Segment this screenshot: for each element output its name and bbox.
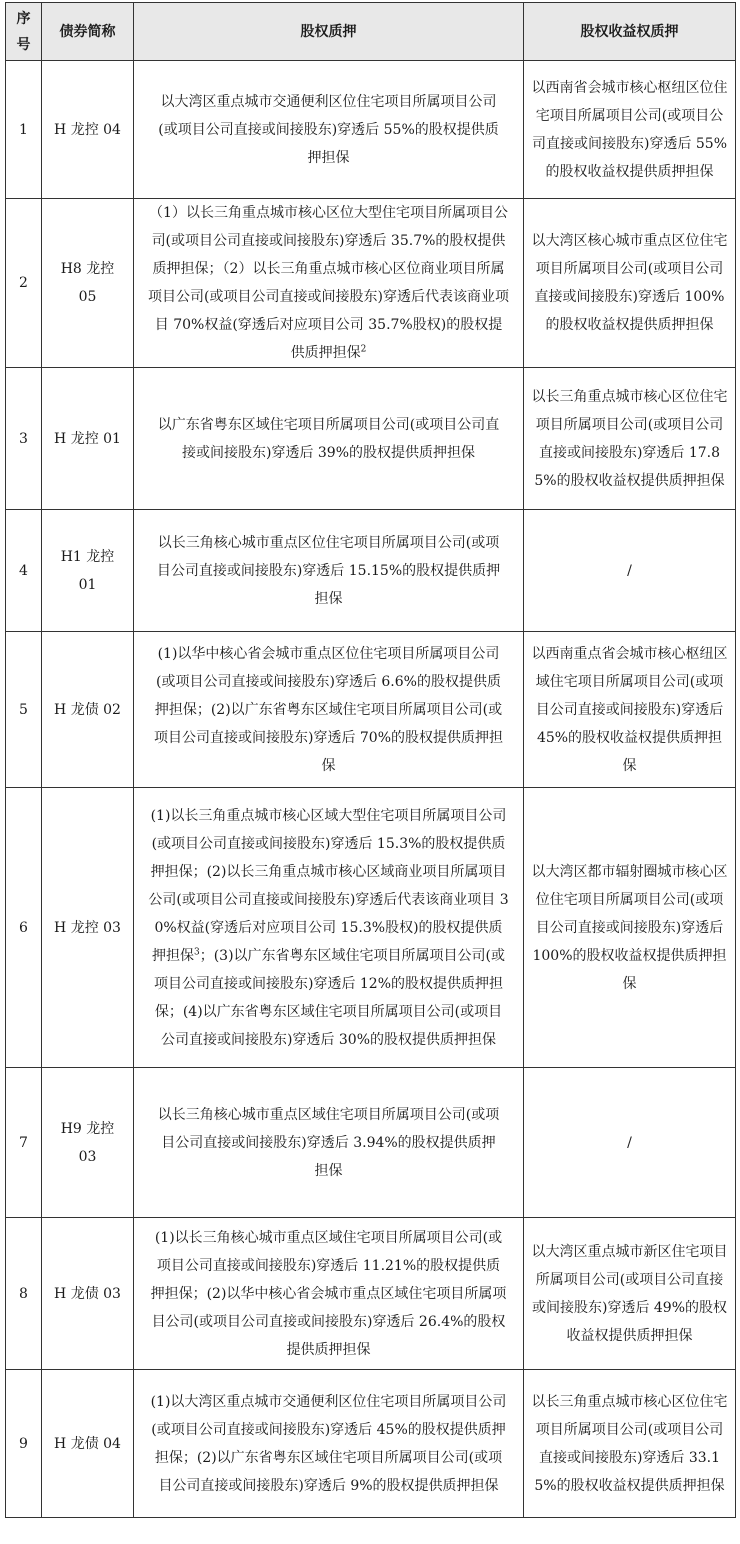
row-equity: (1)以华中核心省会城市重点区位住宅项目所属项目公司(或项目公司直接或间接股东)穿透后 6.6%的股权提供质押担保；(2)以广东省粤东区域住宅项目所属项目公司(或项目公司直接或间接股东)穿透后 70%的股权提供质押担保 [134,632,524,788]
row-bond: H9 龙控 03 [42,1068,134,1218]
table-row [6,368,736,510]
row-no: 2 [6,199,42,368]
row-income: 以长三角重点城市核心区位住宅项目所属项目公司(或项目公司直接或间接股东)穿透后 17.85%的股权收益权提供质押担保 [524,368,736,510]
row-no: 5 [6,632,42,788]
row-equity: (1)以长三角核心城市重点区域住宅项目所属项目公司(或项目公司直接或间接股东)穿透后 11.21%的股权提供质押担保；(2)以华中核心省会城市重点区域住宅项目所属项目公司(或项目公司直接或间接股东)穿透后 26.4%的股权提供质押担保 [134,1218,524,1370]
row-equity-text: （1）以长三角重点城市核心区位大型住宅项目所属项目公司(或项目公司直接或间接股东)穿透后 35.7%的股权提供质押担保；（2）以长三角重点城市核心区位商业项目所属项目公司(或项目公司直接或间接股东)穿透后代表该商业项目 70%权益(穿透后对应项目公司 35.7%股权)的股权提供质押担保 [148,205,509,361]
row-income: 以大湾区核心城市重点区位住宅项目所属项目公司(或项目公司直接或间接股东)穿透后 100%的股权收益权提供质押担保 [524,199,736,368]
row-bond: H 龙债 02 [42,632,134,788]
row-equity: 以大湾区重点城市交通便利区位住宅项目所属项目公司(或项目公司直接或间接股东)穿透后 55%的股权提供质押担保 [134,61,524,199]
row-bond: H 龙债 03 [42,1218,134,1370]
row-no: 8 [6,1218,42,1370]
row-income: 以西南省会城市核心枢纽区位住宅项目所属项目公司(或项目公司直接或间接股东)穿透后 55%的股权收益权提供质押担保 [524,61,736,199]
row-income: 以大湾区重点城市新区住宅项目所属项目公司(或项目公司直接或间接股东)穿透后 49%的股权收益权提供质押担保 [524,1218,736,1370]
row-bond: H 龙控 03 [42,788,134,1068]
row-bond: H8 龙控 05 [42,199,134,368]
header-income: 股权收益权质押 [524,3,736,61]
pledge-table [5,2,736,1518]
header-no: 序 号 [6,3,42,61]
table-row [6,510,736,632]
row-equity-text: ；(3)以广东省粤东区域住宅项目所属项目公司(或项目公司直接或间接股东)穿透后 12%的股权提供质押担保；(4)以广东省粤东区域住宅项目所属项目公司(或项目公司直接或间接股东)穿透后 30%的股权提供质押担保 [153,947,506,1048]
row-no: 3 [6,368,42,510]
row-bond: H 龙控 04 [42,61,134,199]
row-no: 4 [6,510,42,632]
row-equity-text: (1)以长三角重点城市核心区域大型住宅项目所属项目公司(或项目公司直接或间接股东)穿透后 15.3%的股权提供质押担保；(2)以长三角重点城市核心区域商业项目所属项目公司(或项目公司直接或间接股东)穿透后代表该商业项目 30%权益(穿透后对应项目公司 15.3%股权)的股权提供质押担保 [148,807,509,964]
row-income: / [524,1068,736,1218]
row-equity: 以广东省粤东区域住宅项目所属项目公司(或项目公司直接或间接股东)穿透后 39%的股权提供质押担保 [134,368,524,510]
row-income: 以大湾区都市辐射圈城市核心区位住宅项目所属项目公司(或项目公司直接或间接股东)穿透后 100%的股权收益权提供质押担保 [524,788,736,1068]
table-row [6,1068,736,1218]
row-no: 6 [6,788,42,1068]
table-row [6,1218,736,1370]
row-equity [134,199,524,368]
row-no: 7 [6,1068,42,1218]
table-row [6,632,736,788]
header-row [6,3,736,61]
header-bond: 债券简称 [42,3,134,61]
row-equity: 以长三角核心城市重点区域住宅项目所属项目公司(或项目公司直接或间接股东)穿透后 3.94%的股权提供质押担保 [134,1068,524,1218]
row-equity [134,788,524,1068]
table-row [6,199,736,368]
row-no: 1 [6,61,42,199]
row-bond: H1 龙控 01 [42,510,134,632]
row-bond: H 龙控 01 [42,368,134,510]
row-income: 以长三角重点城市核心区位住宅项目所属项目公司(或项目公司直接或间接股东)穿透后 33.15%的股权收益权提供质押担保 [524,1370,736,1518]
footnote-marker: 3 [193,946,200,957]
row-no: 9 [6,1370,42,1518]
table-row [6,1370,736,1518]
row-equity: 以长三角核心城市重点区位住宅项目所属项目公司(或项目公司直接或间接股东)穿透后 15.15%的股权提供质押担保 [134,510,524,632]
row-equity: (1)以大湾区重点城市交通便利区位住宅项目所属项目公司(或项目公司直接或间接股东)穿透后 45%的股权提供质押担保；(2)以广东省粤东区域住宅项目所属项目公司(或项目公司直接或间接股东)穿透后 9%的股权提供质押担保 [134,1370,524,1518]
row-bond: H 龙债 04 [42,1370,134,1518]
table-row [6,788,736,1068]
table-row [6,61,736,199]
header-equity: 股权质押 [134,3,524,61]
footnote-marker: 2 [360,344,367,355]
row-income: 以西南重点省会城市核心枢纽区域住宅项目所属项目公司(或项目公司直接或间接股东)穿透后 45%的股权收益权提供质押担保 [524,632,736,788]
row-income: / [524,510,736,632]
